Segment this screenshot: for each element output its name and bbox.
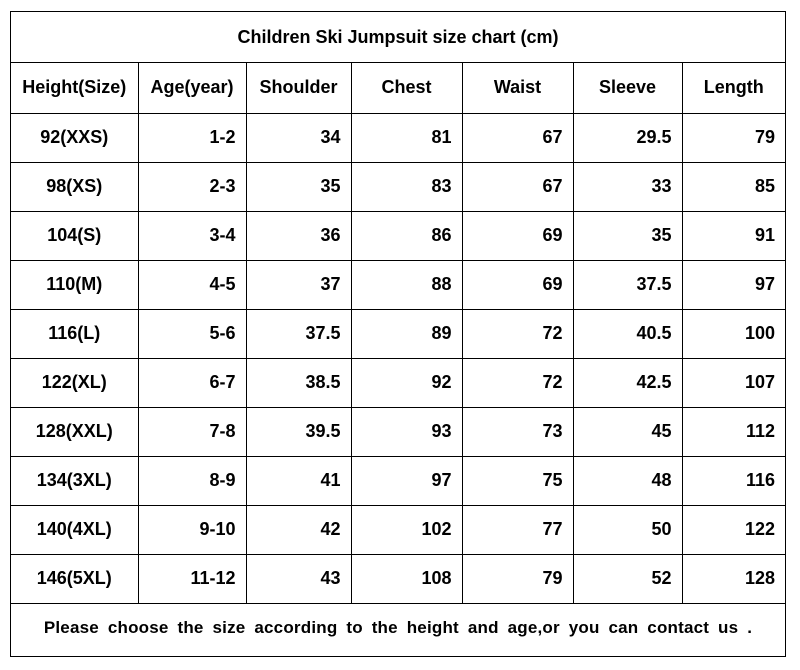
size-table — [11, 63, 785, 604]
table-row — [11, 554, 785, 603]
cell-shoulder: 37 — [246, 260, 351, 309]
cell-sleeve: 40.5 — [573, 309, 682, 358]
table-row — [11, 211, 785, 260]
cell-sleeve: 48 — [573, 456, 682, 505]
cell-length: 91 — [682, 211, 785, 260]
header-chest: Chest — [351, 63, 462, 113]
cell-length: 100 — [682, 309, 785, 358]
cell-age: 6-7 — [138, 358, 246, 407]
header-shoulder: Shoulder — [246, 63, 351, 113]
header-height-size: Height(Size) — [11, 63, 138, 113]
cell-chest: 93 — [351, 407, 462, 456]
cell-waist: 67 — [462, 162, 573, 211]
cell-height-size: 128(XXL) — [11, 407, 138, 456]
cell-shoulder: 36 — [246, 211, 351, 260]
cell-chest: 81 — [351, 113, 462, 162]
cell-shoulder: 42 — [246, 505, 351, 554]
cell-age: 4-5 — [138, 260, 246, 309]
header-sleeve: Sleeve — [573, 63, 682, 113]
cell-waist: 67 — [462, 113, 573, 162]
cell-sleeve: 37.5 — [573, 260, 682, 309]
cell-waist: 75 — [462, 456, 573, 505]
cell-chest: 108 — [351, 554, 462, 603]
cell-height-size: 146(5XL) — [11, 554, 138, 603]
cell-shoulder: 41 — [246, 456, 351, 505]
cell-length: 128 — [682, 554, 785, 603]
cell-shoulder: 38.5 — [246, 358, 351, 407]
cell-chest: 97 — [351, 456, 462, 505]
cell-waist: 69 — [462, 260, 573, 309]
cell-age: 5-6 — [138, 309, 246, 358]
cell-height-size: 140(4XL) — [11, 505, 138, 554]
cell-sleeve: 45 — [573, 407, 682, 456]
cell-shoulder: 39.5 — [246, 407, 351, 456]
header-row — [11, 63, 785, 113]
cell-height-size: 110(M) — [11, 260, 138, 309]
cell-length: 85 — [682, 162, 785, 211]
cell-waist: 73 — [462, 407, 573, 456]
cell-shoulder: 35 — [246, 162, 351, 211]
cell-length: 107 — [682, 358, 785, 407]
table-row — [11, 162, 785, 211]
cell-height-size: 134(3XL) — [11, 456, 138, 505]
cell-sleeve: 33 — [573, 162, 682, 211]
cell-age: 7-8 — [138, 407, 246, 456]
cell-shoulder: 43 — [246, 554, 351, 603]
table-row — [11, 260, 785, 309]
cell-length: 122 — [682, 505, 785, 554]
cell-chest: 89 — [351, 309, 462, 358]
header-age: Age(year) — [138, 63, 246, 113]
header-waist: Waist — [462, 63, 573, 113]
size-chart — [10, 11, 786, 657]
cell-shoulder: 37.5 — [246, 309, 351, 358]
cell-sleeve: 50 — [573, 505, 682, 554]
cell-waist: 72 — [462, 358, 573, 407]
cell-age: 11-12 — [138, 554, 246, 603]
cell-age: 2-3 — [138, 162, 246, 211]
cell-waist: 79 — [462, 554, 573, 603]
cell-waist: 69 — [462, 211, 573, 260]
cell-chest: 86 — [351, 211, 462, 260]
cell-height-size: 104(S) — [11, 211, 138, 260]
cell-sleeve: 52 — [573, 554, 682, 603]
cell-length: 116 — [682, 456, 785, 505]
footer-note: Please choose the size according to the height and age,or you can contact us . — [43, 618, 753, 637]
cell-sleeve: 29.5 — [573, 113, 682, 162]
cell-chest: 102 — [351, 505, 462, 554]
cell-shoulder: 34 — [246, 113, 351, 162]
cell-length: 97 — [682, 260, 785, 309]
table-row — [11, 358, 785, 407]
cell-height-size: 92(XXS) — [11, 113, 138, 162]
cell-chest: 92 — [351, 358, 462, 407]
chart-title: Children Ski Jumpsuit size chart (cm) — [11, 12, 785, 63]
table-row — [11, 407, 785, 456]
cell-age: 1-2 — [138, 113, 246, 162]
table-row — [11, 113, 785, 162]
cell-age: 8-9 — [138, 456, 246, 505]
cell-height-size: 122(XL) — [11, 358, 138, 407]
cell-height-size: 98(XS) — [11, 162, 138, 211]
cell-chest: 88 — [351, 260, 462, 309]
cell-sleeve: 42.5 — [573, 358, 682, 407]
cell-waist: 72 — [462, 309, 573, 358]
cell-age: 3-4 — [138, 211, 246, 260]
cell-waist: 77 — [462, 505, 573, 554]
cell-length: 112 — [682, 407, 785, 456]
cell-length: 79 — [682, 113, 785, 162]
header-length: Length — [682, 63, 785, 113]
cell-age: 9-10 — [138, 505, 246, 554]
table-row — [11, 456, 785, 505]
cell-chest: 83 — [351, 162, 462, 211]
cell-height-size: 116(L) — [11, 309, 138, 358]
cell-sleeve: 35 — [573, 211, 682, 260]
table-row — [11, 309, 785, 358]
table-row — [11, 505, 785, 554]
